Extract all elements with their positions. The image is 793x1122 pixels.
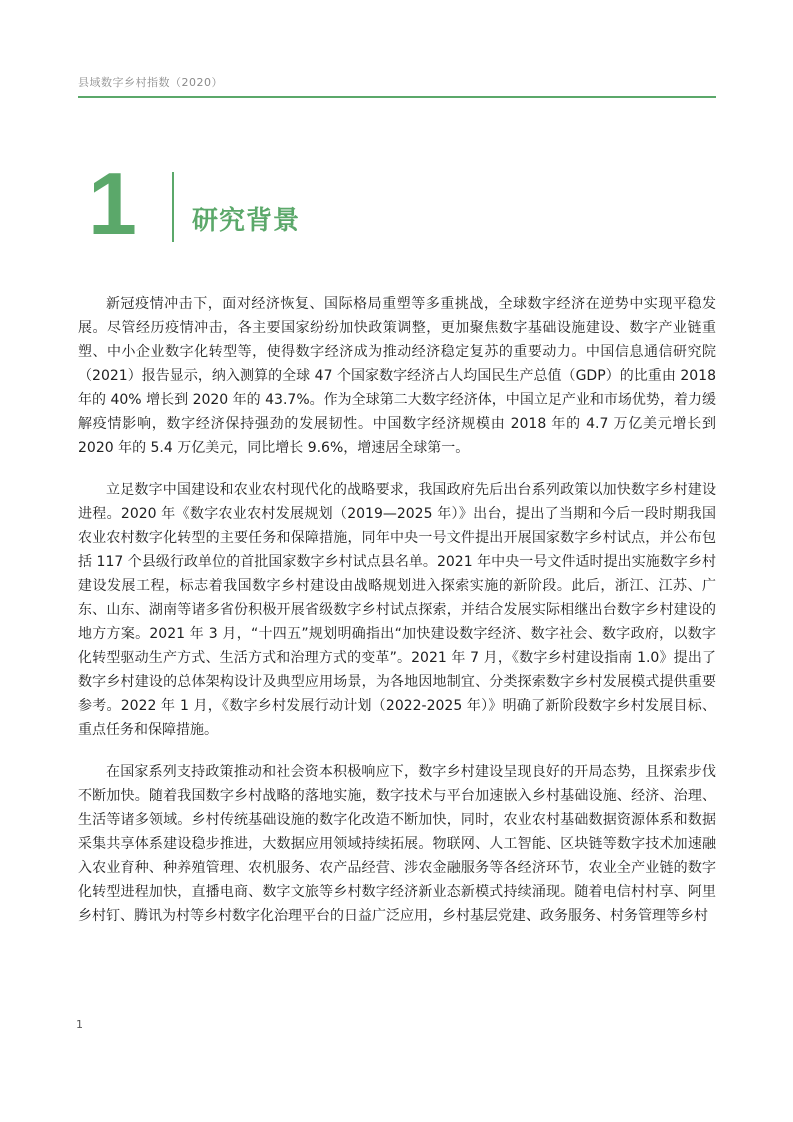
paragraph: 在国家系列支持政策推动和社会资本积极响应下，数字乡村建设呈现良好的开局态势，且探索步伐不断加快。随着我国数字乡村战略的落地实施，数字技术与平台加速嵌入乡村基础设施、经济、治理、生活等诸多领域。乡村传统基础设施的数字化改造不断加快，同时，农业农村基础数据资源体系和数据采集共享体系建设稳步推进，大数据应用领域持续拓展。物联网、人工智能、区块链等数字技术加速融入农业育种、种养殖管理、农机服务、农产品经营、涉农金融服务等各经济环节，农业全产业链的数字化转型进程加快，直播电商、数字文旅等乡村数字经济新业态新模式持续涌现。随着电信村村享、阿里乡村钉、腾讯为村等乡村数字化治理平台的日益广泛应用，乡村基层党建、政务服务、村务管理等乡村 — [78, 764, 716, 924]
page-number: 1 — [76, 1018, 83, 1031]
header-divider — [78, 96, 716, 98]
paragraph: 立足数字中国建设和农业农村现代化的战略要求，我国政府先后出台系列政策以加快数字乡村建设进程。2020 年《数字农业农村发展规划（2019—2025 年）》出台，提出了当期和今后一段时期我国农业农村数字化转型的主要任务和保障措施，同年中央一号文件提出开展国家数字乡村试点，并公布包括 117 个县级行政单位的首批国家数字乡村试点县名单。2021 年中央一号文件适时提出实施数字乡村建设发展工程，标志着我国数字乡村建设由战略规划进入探索实施的新阶段。此后，浙江、江苏、广东、山东、湖南等诸多省份积极开展省级数字乡村试点探索，并结合发展实际相继出台数字乡村建设的地方方案。2021 年 3 月，“十四五”规划明确指出“加快建设数字经济、数字社会、数字政府，以数字化转型驱动生产方式、生活方式和治理方式的变革”。2021 年 7 月，《数字乡村建设指南 1.0》提出了数字乡村建设的总体架构设计及典型应用场景，为各地因地制宜、分类探索数字乡村发展模式提供重要参考。2022 年 1 月，《数字乡村发展行动计划（2022-2025 年）》明确了新阶段数字乡村发展目标、重点任务和保障措施。 — [78, 482, 716, 738]
running-header: 县域数字乡村指数（2020） — [78, 76, 223, 89]
body-text — [78, 292, 716, 946]
chapter-divider — [172, 172, 174, 242]
chapter-number: 1 — [88, 154, 137, 253]
paragraph: 新冠疫情冲击下，面对经济恢复、国际格局重塑等多重挑战，全球数字经济在逆势中实现平稳发展。尽管经历疫情冲击，各主要国家纷纷加快政策调整，更加聚焦数字基础设施建设、数字产业链重塑、中小企业数字化转型等，使得数字经济成为推动经济稳定复苏的重要动力。中国信息通信研究院（2021）报告显示，纳入测算的全球 47 个国家数字经济占人均国民生产总值（GDP）的比重由 2018 年的 40% 增长到 2020 年的 43.7%。作为全球第二大数字经济体，中国立足产业和市场优势，着力缓解疫情影响，数字经济保持强劲的发展韧性。中国数字经济规模由 2018 年的 4.7 万亿美元增长到 2020 年的 5.4 万亿美元，同比增长 9.6%，增速居全球第一。 — [78, 296, 716, 456]
chapter-title: 研究背景 — [192, 206, 301, 236]
